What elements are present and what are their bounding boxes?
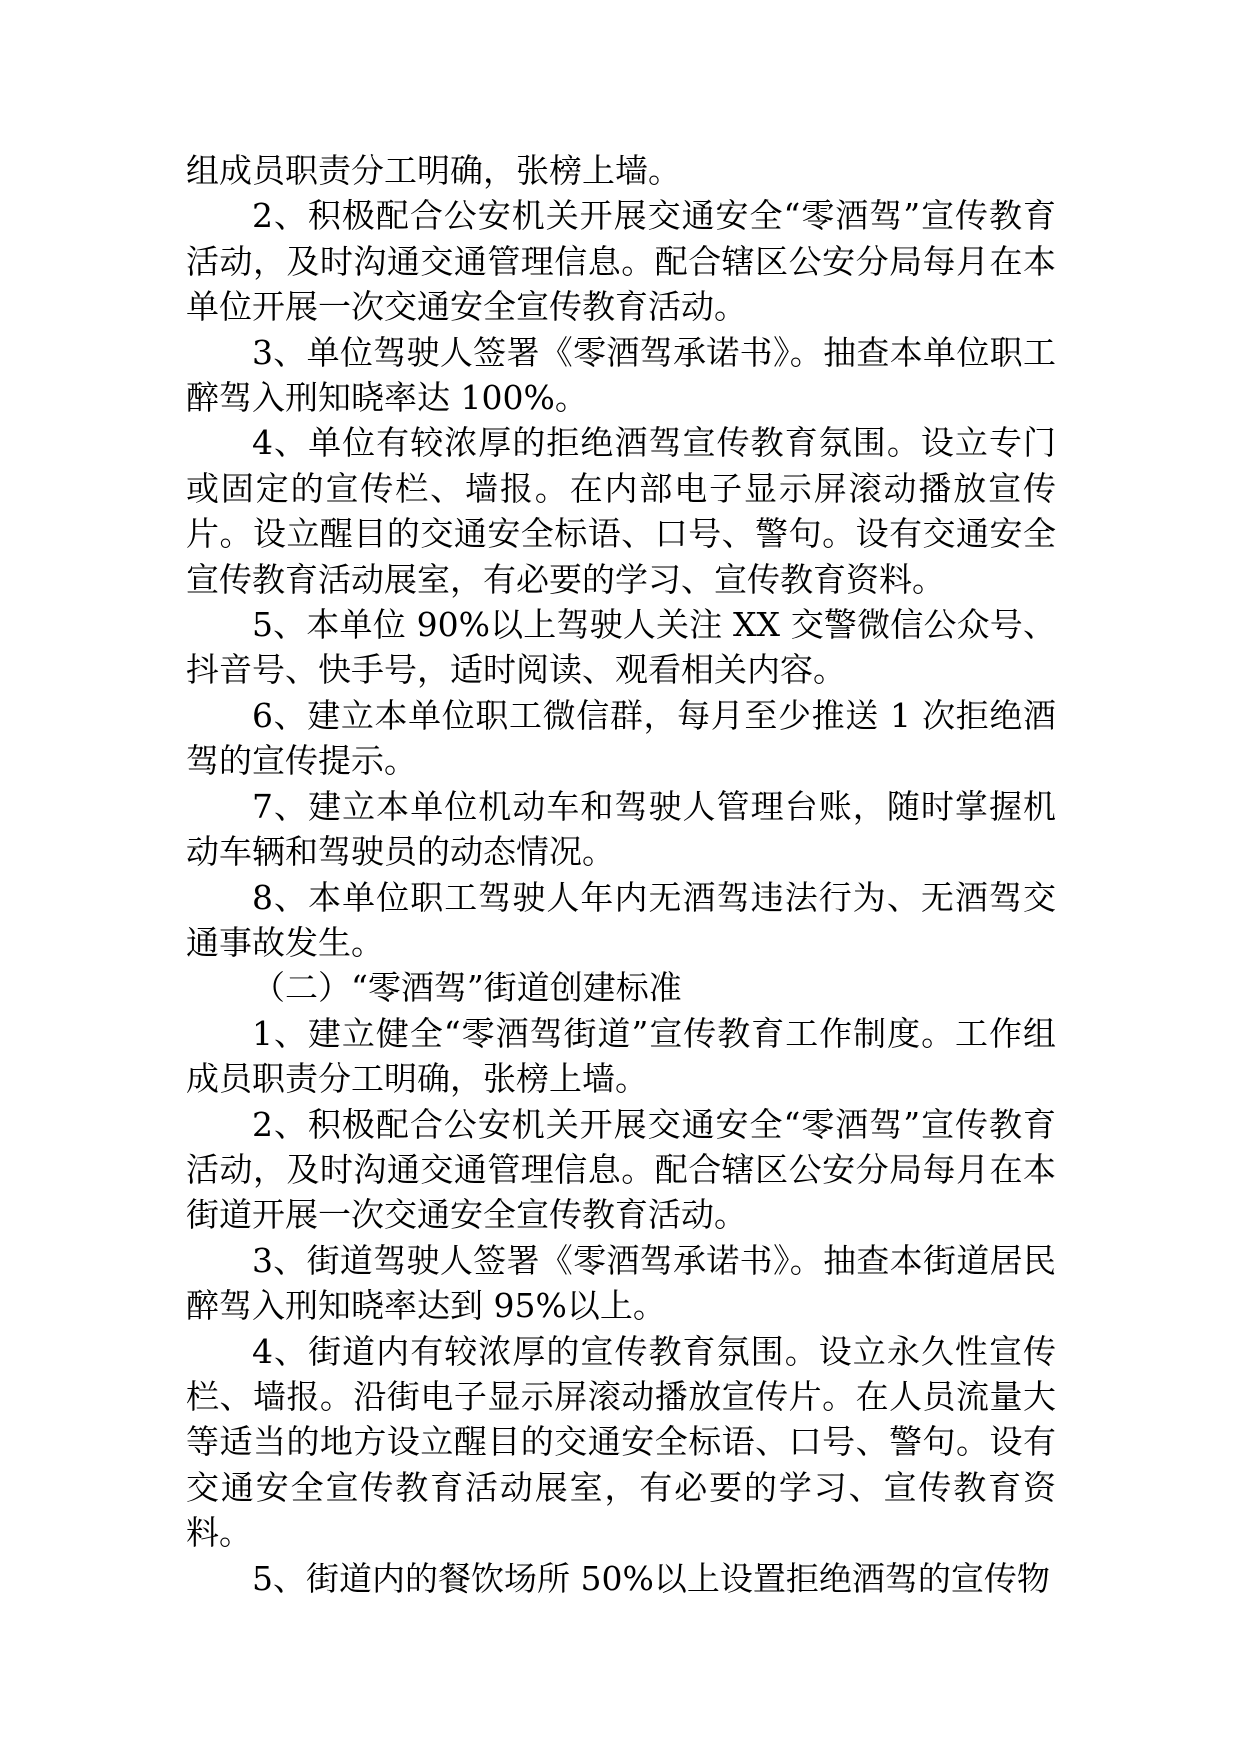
street-item-5: 5、街道内的餐饮场所 50%以上设置拒绝酒驾的宣传物: [252, 1558, 1050, 1598]
document-body: [186, 148, 1056, 1601]
paragraph-item-8: 8、本单位职工驾驶人年内无酒驾违法行为、无酒驾交通事故发生。: [186, 877, 1056, 962]
paragraph-item-6: 6、建立本单位职工微信群，每月至少推送 1 次拒绝酒驾的宣传提示。: [186, 695, 1056, 781]
street-item-3: 3、街道驾驶人签署《零酒驾承诺书》。抽查本街道居民醉驾入刑知晓率达到 95%以上。: [186, 1240, 1056, 1326]
street-item-1: 1、建立健全“零酒驾街道”宣传教育工作制度。工作组成员职责分工明确，张榜上墙。: [186, 1013, 1056, 1099]
paragraph-item-5: 5、本单位 90%以上驾驶人关注 XX 交警微信公众号、抖音号、快手号，适时阅读、观看相关内容。: [186, 605, 1056, 690]
street-item-2: 2、积极配合公安机关开展交通安全“零酒驾”宣传教育活动，及时沟通交通管理信息。配合辖区公安分局每月在本街道开展一次交通安全宣传教育活动。: [186, 1104, 1056, 1235]
section-heading: （二）“零酒驾”街道创建标准: [252, 968, 682, 1008]
paragraph-item-2: 2、积极配合公安机关开展交通安全“零酒驾”宣传教育活动，及时沟通交通管理信息。配合辖区公安分局每月在本单位开展一次交通安全宣传教育活动。: [186, 196, 1056, 327]
paragraph-item-4: 4、单位有较浓厚的拒绝酒驾宣传教育氛围。设立专门或固定的宣传栏、墙报。在内部电子显示屏滚动播放宣传片。设立醒目的交通安全标语、口号、警句。设有交通安全宣传教育活动展室，有必要的学习、宣传教育资料。: [186, 423, 1056, 599]
paragraph-continuation: 组成员职责分工明确，张榜上墙。: [186, 151, 681, 190]
paragraph-item-7: 7、建立本单位机动车和驾驶人管理台账，随时掌握机动车辆和驾驶员的动态情况。: [186, 786, 1056, 872]
street-item-4: 4、街道内有较浓厚的宣传教育氛围。设立永久性宣传栏、墙报。沿街电子显示屏滚动播放宣传片。在人员流量大等适当的地方设立醒目的交通安全标语、口号、警句。设有交通安全宣传教育活动展室，有必要的学习、宣传教育资料。: [186, 1331, 1056, 1553]
paragraph-item-3: 3、单位驾驶人签署《零酒驾承诺书》。抽查本单位职工醉驾入刑知晓率达 100%。: [186, 332, 1056, 418]
